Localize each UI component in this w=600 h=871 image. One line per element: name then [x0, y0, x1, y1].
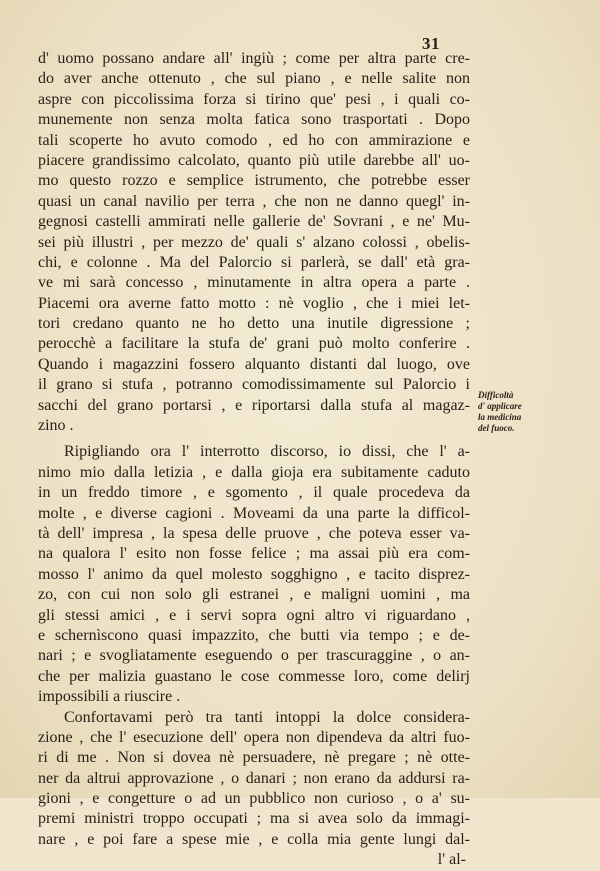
- text-line: mosso l' animo da quel molesto sogghigno , e tacito disprez-: [38, 565, 470, 583]
- text-line: na qualora l' esito non fosse felice ; ma assai più era com-: [38, 545, 470, 563]
- marginal-note-line: del fuoco.: [478, 423, 515, 433]
- text-line: chi, e colonne . Ma del Palorcio si parlerà, se dall' età gra-: [38, 253, 470, 271]
- text-line: nari ; e svogliatamente eseguendo o per trascuraggine , o an-: [38, 647, 470, 665]
- text-line: perocchè a facilitare la stufa de' grani può molto conferire .: [38, 335, 470, 353]
- body-text: [38, 49, 470, 871]
- text-line: il grano si stufa , potranno comodissimamente sul Palorcio i: [38, 376, 470, 394]
- text-line: gli stessi amici , e i servi sopra ogni altro vi riguardano ,: [38, 606, 470, 624]
- text-line: tori credano quanto ne ho detto una inutile digressione ;: [38, 315, 470, 333]
- text-line: do aver anche ottenuto , che sul piano , e nelle salite non: [38, 70, 470, 88]
- text-line: Quando i magazzini fossero alquanto distanti dal luogo, ove: [38, 355, 470, 373]
- text-line: tali scoperte ho avuto comodo , ed ho con ammirazione e: [38, 131, 470, 149]
- text-line: d' uomo possano andare all' ingiù ; come per altra parte cre-: [38, 50, 470, 67]
- text-line: ve mi sarà concesso , minutamente in altra opera a parte .: [38, 274, 470, 292]
- text-line: molte , e diverse cagioni . Moveami da una parte la difficol-: [38, 504, 470, 522]
- page-number: 31: [422, 34, 440, 53]
- text-line: zo, con cui non solo gli estranei , e maligni uomini , ma: [38, 586, 470, 604]
- text-line: quasi un canal navilio per terra , che non ne danno quegl' in-: [38, 192, 470, 210]
- text-line: aspre con piccolissima forza si tirino que' pesi , i quali co-: [38, 90, 470, 108]
- text-line: munemente non senza molta fatica sono trasportati . Dopo: [38, 111, 470, 129]
- text-line: zino .: [38, 417, 74, 435]
- marginal-note: [478, 390, 578, 434]
- text-line: piacere grandissimo calcolato, quanto più utile darebbe all' uo-: [38, 151, 470, 169]
- text-line: gioni , e congetture o ad un pubblico non curioso , o a' su-: [38, 790, 470, 808]
- text-line: nare , e poi fare a spese mie , e colla mia gente lungi dal-: [38, 830, 470, 848]
- marginal-note-line: la medicina: [478, 412, 522, 422]
- text-line: impossibili a riuscire .: [38, 688, 181, 706]
- text-line: e schernìscono quasi impazzito, che butti via tempo ; e de-: [38, 626, 470, 644]
- text-line: che per malizia guastano le cose commesse loro, come delirj: [38, 667, 470, 685]
- text-line: tà dell' impresa , la spesa delle pruove , che poteva esser va-: [38, 524, 470, 542]
- paragraph-start-line: Confortavami però tra tanti intoppi la dolce considera-: [64, 708, 470, 726]
- catchword: l' al-: [437, 851, 466, 869]
- text-line: ri di me . Non si dovea nè persuadere, nè pregare ; nè otte-: [38, 749, 470, 767]
- text-line: sacchi del grano portarsi , e riportarsi dalla stufa al magaz-: [38, 396, 470, 414]
- text-line: sei più illustri , per mezzo de' quali s' alzano colossi , obelis-: [38, 233, 470, 251]
- text-line: premi ministri troppo occupati ; ma si avea solo da immagi-: [38, 810, 470, 828]
- text-line: ner da altrui approvazione , o danari ; non erano da addursi ra-: [38, 769, 470, 787]
- text-line: zione , che l' esecuzione dell' opera non dipendeva da altri fuo-: [38, 728, 470, 746]
- marginal-note-line: d' applicare: [478, 401, 522, 411]
- text-line: Piacemi ora averne fatto motto : nè voglio , che i miei let-: [38, 294, 470, 312]
- text-line: mo questo rozzo e semplice istrumento, che potrebbe esser: [38, 172, 470, 190]
- text-line: nimo mio dalla letizia , e dalla gioja era subitamente caduto: [38, 463, 470, 481]
- text-line: in un freddo timore , e sgomento , il quale procedeva da: [38, 484, 470, 502]
- paragraph-start-line: Ripigliando ora l' interrotto discorso, io dissi, che l' a-: [64, 443, 470, 461]
- text-line: gegnosi castelli ammirati nelle gallerie de' Sovrani , e ne' Mu-: [38, 213, 470, 231]
- marginal-note-line: Difficoltà: [478, 390, 514, 400]
